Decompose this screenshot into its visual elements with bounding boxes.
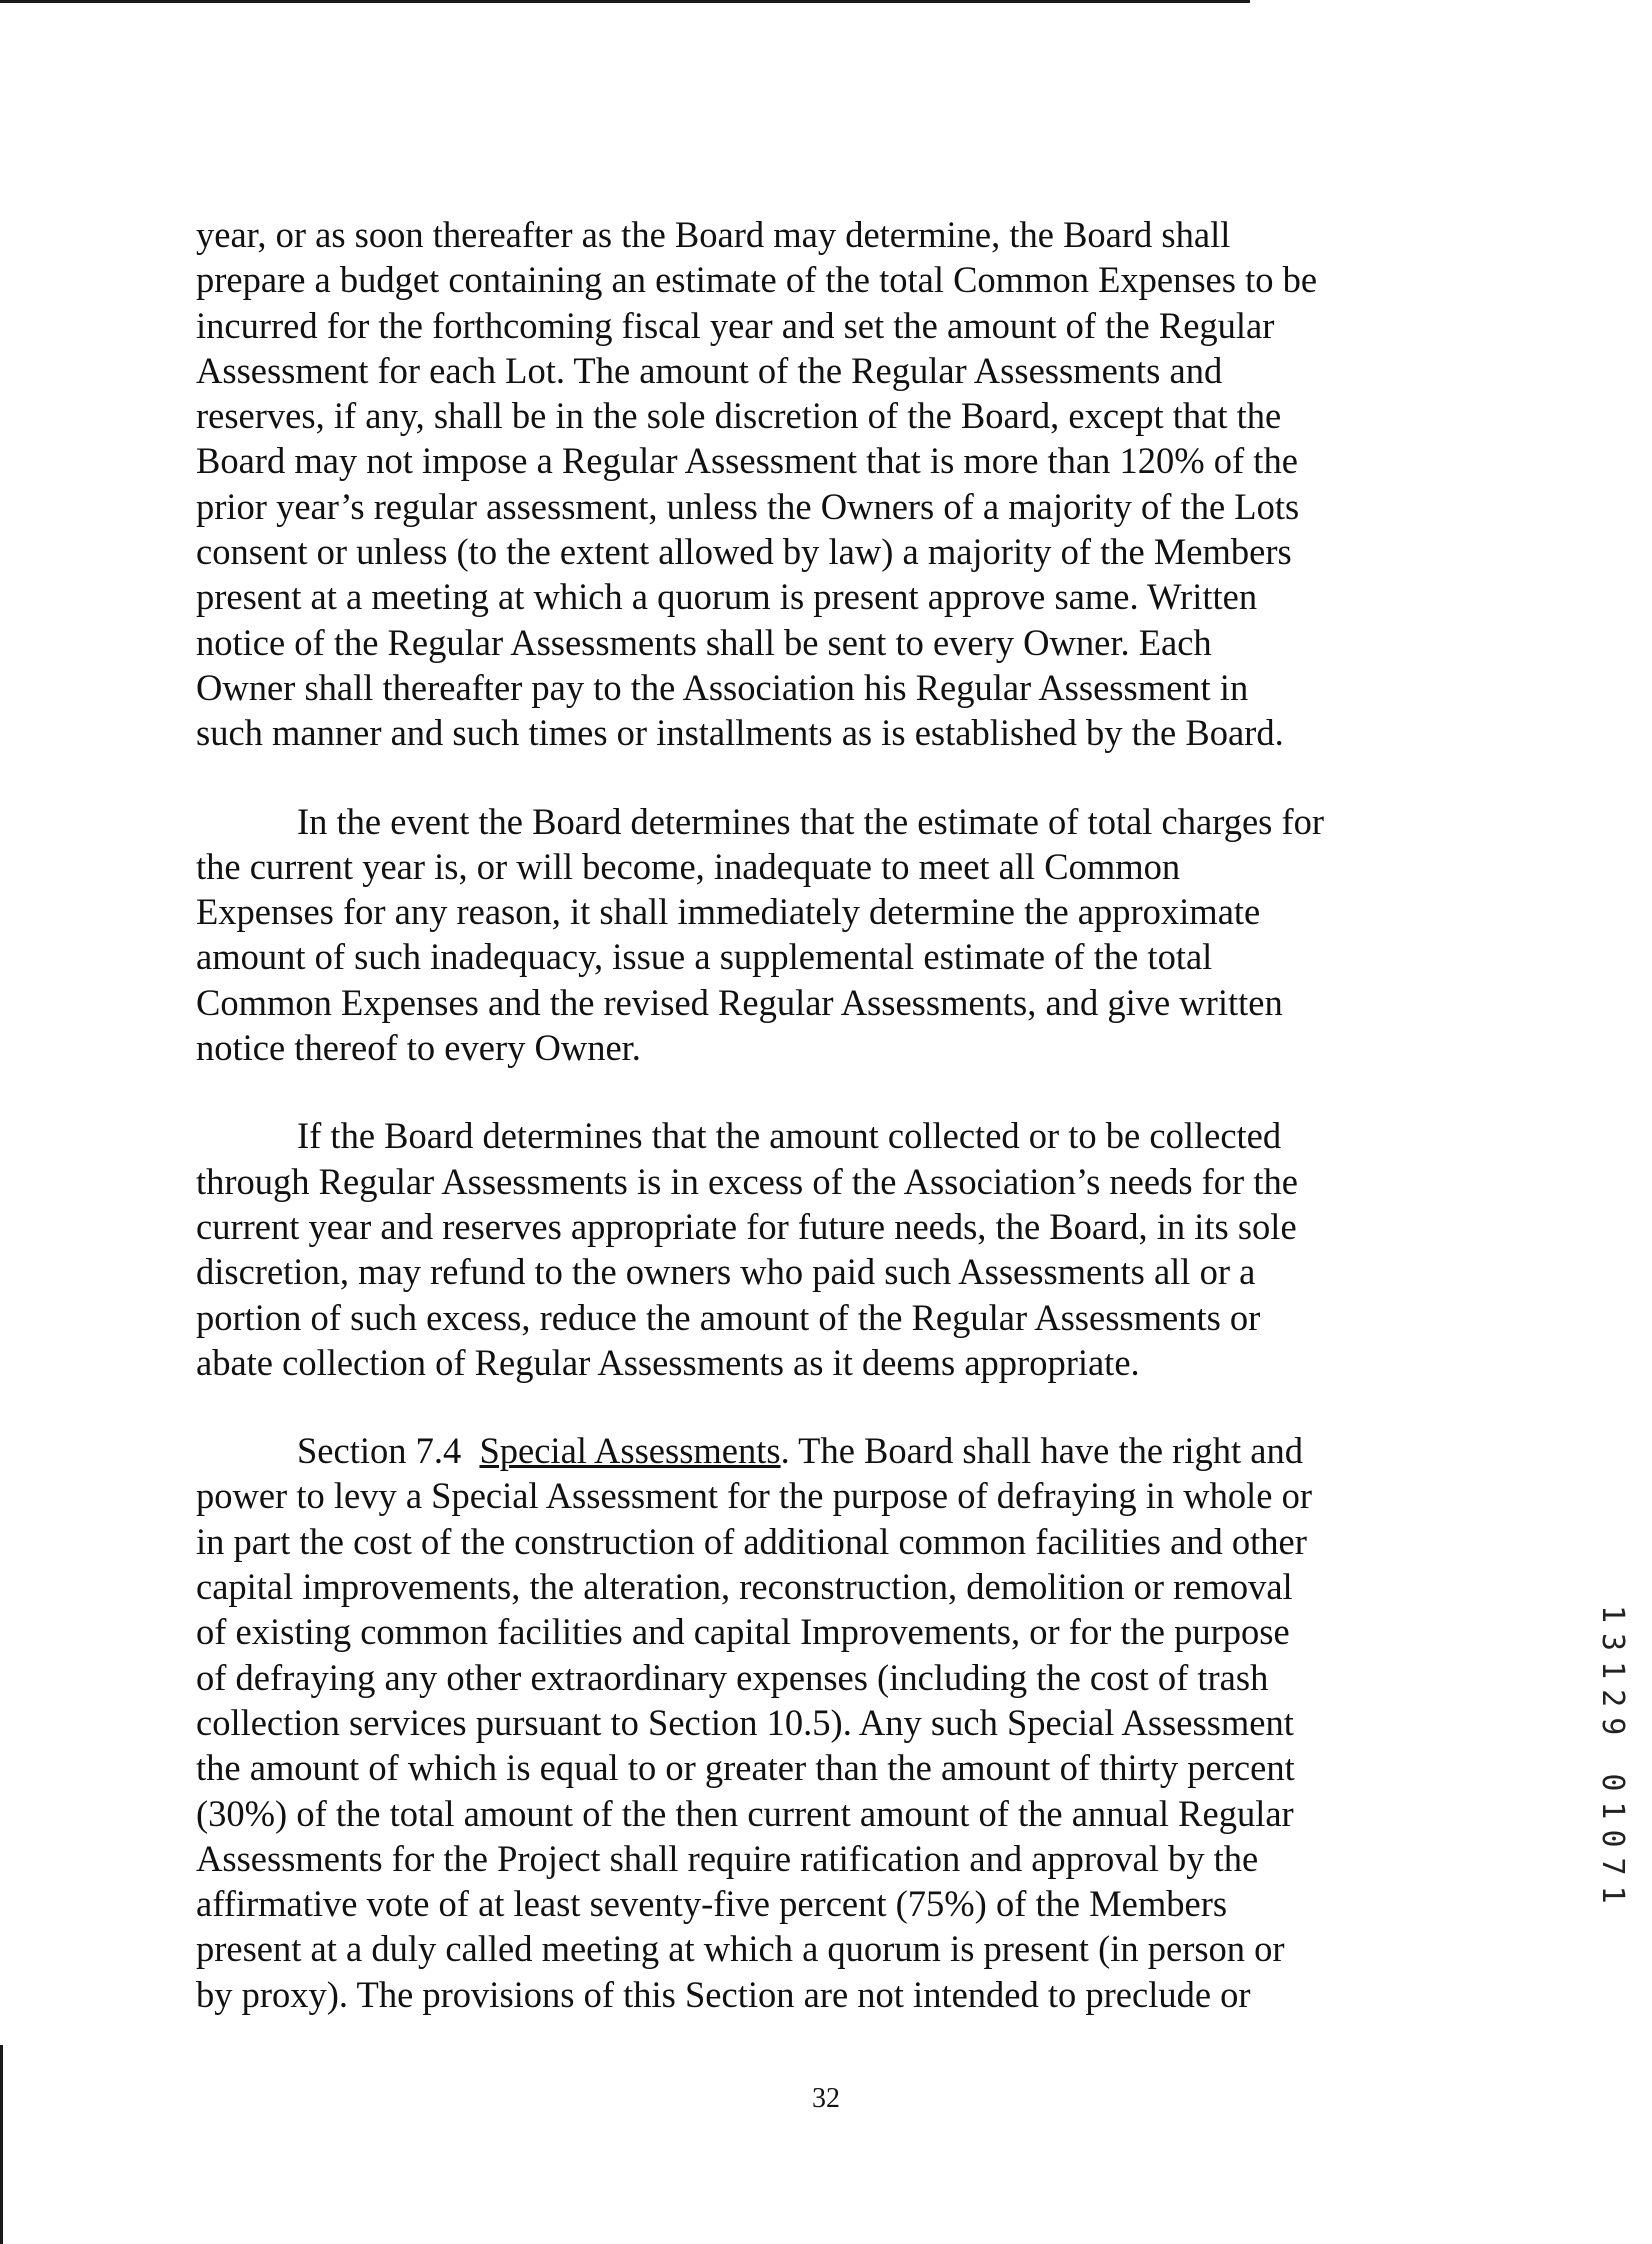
text-line: present at a duly called meeting at which a quorum is present (in person or	[196, 1928, 1285, 1970]
text-line: affirmative vote of at least seventy-five percent (75%) of the Members	[196, 1883, 1228, 1925]
text-line: consent or unless (to the extent allowed by law) a majority of the Members	[196, 531, 1292, 573]
paragraph-section-7-4	[196, 1428, 1426, 2017]
text-line: amount of such inadequacy, issue a supplemental estimate of the total	[196, 936, 1213, 978]
paragraph-supplemental-estimate	[196, 799, 1426, 1071]
text-line: the amount of which is equal to or greater than the amount of thirty percent	[196, 1747, 1295, 1789]
text-line: In the event the Board determines that the estimate of total charges for	[297, 800, 1325, 842]
paragraph-budget	[196, 212, 1426, 756]
text-line: by proxy). The provisions of this Section are not intended to preclude or	[196, 1973, 1251, 2015]
text-line: collection services pursuant to Section 10.5). Any such Special Assessment	[196, 1701, 1294, 1743]
text-line: discretion, may refund to the owners who paid such Assessments all or a	[196, 1251, 1256, 1293]
text-line: If the Board determines that the amount collected or to be collected	[297, 1115, 1282, 1157]
text-line: portion of such excess, reduce the amount of the Regular Assessments or	[196, 1296, 1261, 1338]
text-line: in part the cost of the construction of additional common facilities and other	[196, 1520, 1307, 1562]
text-line: power to levy a Special Assessment for the purpose of defraying in whole or	[196, 1475, 1313, 1517]
paragraph-excess-refund	[196, 1113, 1426, 1385]
text-line: present at a meeting at which a quorum is present approve same. Written	[196, 576, 1258, 618]
text-line: through Regular Assessments is in excess of the Association’s needs for the	[196, 1160, 1298, 1202]
scan-border-left	[0, 2045, 3, 2244]
text-line: Common Expenses and the revised Regular Assessments, and give written	[196, 981, 1283, 1023]
text-line: capital improvements, the alteration, reconstruction, demolition or removal	[196, 1566, 1293, 1608]
text-line: of existing common facilities and capital Improvements, or for the purpose	[196, 1611, 1290, 1653]
text-line: Assessment for each Lot. The amount of the Regular Assessments and	[196, 349, 1223, 391]
margin-stamp: 13129 01071	[1595, 1605, 1630, 1914]
document-body	[196, 212, 1426, 2060]
section-first-line	[196, 1428, 1426, 1473]
text-line: such manner and such times or installments as is established by the Board.	[196, 712, 1284, 754]
text-line: Expenses for any reason, it shall immediately determine the approximate	[196, 891, 1261, 933]
text-line: current year and reserves appropriate for future needs, the Board, in its sole	[196, 1205, 1297, 1247]
text-line: notice thereof to every Owner.	[196, 1027, 641, 1069]
text-line: of defraying any other extraordinary expenses (including the cost of trash	[196, 1656, 1269, 1698]
page-number: 32	[812, 2083, 840, 2114]
text-line: prior year’s regular assessment, unless the Owners of a majority of the Lots	[196, 485, 1300, 527]
text-line: (30%) of the total amount of the then current amount of the annual Regular	[196, 1792, 1294, 1834]
section-number: Section 7.4	[297, 1430, 462, 1472]
text-line: Assessments for the Project shall require ratification and approval by the	[196, 1837, 1259, 1879]
text-line: the current year is, or will become, inadequate to meet all Common	[196, 845, 1181, 887]
text-line: prepare a budget containing an estimate of the total Common Expenses to be	[196, 259, 1318, 301]
text-line: reserves, if any, shall be in the sole discretion of the Board, except that the	[196, 395, 1282, 437]
section-first-line-rest: . The Board shall have the right and	[780, 1430, 1303, 1472]
text-line: abate collection of Regular Assessments as it deems appropriate.	[196, 1341, 1140, 1383]
text-line: incurred for the forthcoming fiscal year and set the amount of the Regular	[196, 304, 1275, 346]
section-heading: Special Assessments	[479, 1430, 781, 1472]
text-line: year, or as soon thereafter as the Board may determine, the Board shall	[196, 214, 1231, 255]
text-line: Owner shall thereafter pay to the Association his Regular Assessment in	[196, 666, 1249, 708]
scan-border-top	[0, 0, 1250, 3]
text-line: notice of the Regular Assessments shall be sent to every Owner. Each	[196, 621, 1212, 663]
text-line: Board may not impose a Regular Assessment that is more than 120% of the	[196, 440, 1298, 482]
